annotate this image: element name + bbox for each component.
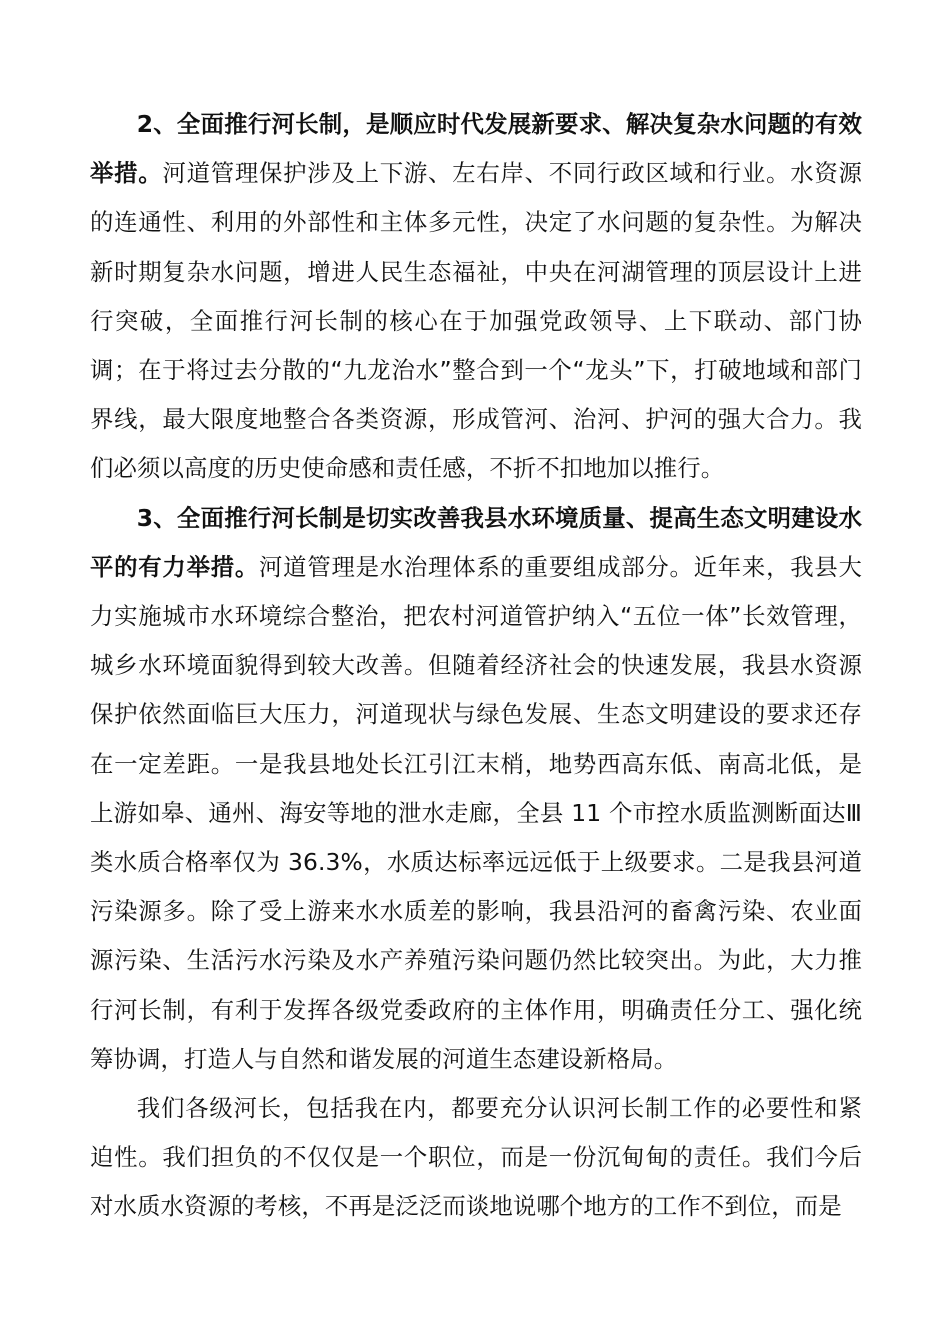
paragraph-2-body: 河道管理保护涉及上下游、左右岸、不同行政区域和行业。水资源的连通性、利用的外部性和主体多元性，决定了水问题的复杂性。为解决新时期复杂水问题，增进人民生态福祉，中央在河湖管理的顶层设计上进行突破，全面推行河长制的核心在于加强党政领导、上下联动、部门协调；在于将过去分散的“九龙治水”整合到一个“龙头”下，打破地域和部门界线，最大限度地整合各类资源，形成管河、治河、护河的强大合力。我们必须以高度的历史使命感和责任感，不折不扣地加以推行。 [90,159,862,483]
paragraph-2-heading: 2、全面推行河长制，是顺应时代发展新要求、解决复杂水问题的有效举措。 [90,110,862,188]
document-page [90,100,862,1232]
paragraph-closing [90,1084,862,1232]
paragraph-3-heading: 3、全面推行河长制是切实改善我县水环境质量、提高生态文明建设水平的有力举措。 [90,503,862,581]
paragraph-2 [90,100,862,494]
paragraph-3 [90,494,862,1084]
paragraph-closing-body: 我们各级河长，包括我在内，都要充分认识河长制工作的必要性和紧迫性。我们担负的不仅仅是一个职位，而是一份沉甸甸的责任。我们今后对水质水资源的考核，不再是泛泛而谈地说哪个地方的工作不到位，而是 [90,1094,862,1221]
paragraph-3-body: 河道管理是水治理体系的重要组成部分。近年来，我县大力实施城市水环境综合整治，把农村河道管护纳入“五位一体”长效管理，城乡水环境面貌得到较大改善。但随着经济社会的快速发展，我县水资源保护依然面临巨大压力，河道现状与绿色发展、生态文明建设的要求还存在一定差距。一是我县地处长江引江末梢，地势西高东低、南高北低，是上游如皋、通州、海安等地的泄水走廊，全县 11 个市控水质监测断面达Ⅲ类水质合格率仅为 36.3%，水质达标率远远低于上级要求。二是我县河道污染源多。除了受上游来水水质差的影响，我县沿河的畜禽污染、农业面源污染、生活污水污染及水产养殖污染问题仍然比较突出。为此，大力推行河长制，有利于发挥各级党委政府的主体作用，明确责任分工、强化统筹协调，打造人与自然和谐发展的河道生态建设新格局。 [90,552,863,1073]
